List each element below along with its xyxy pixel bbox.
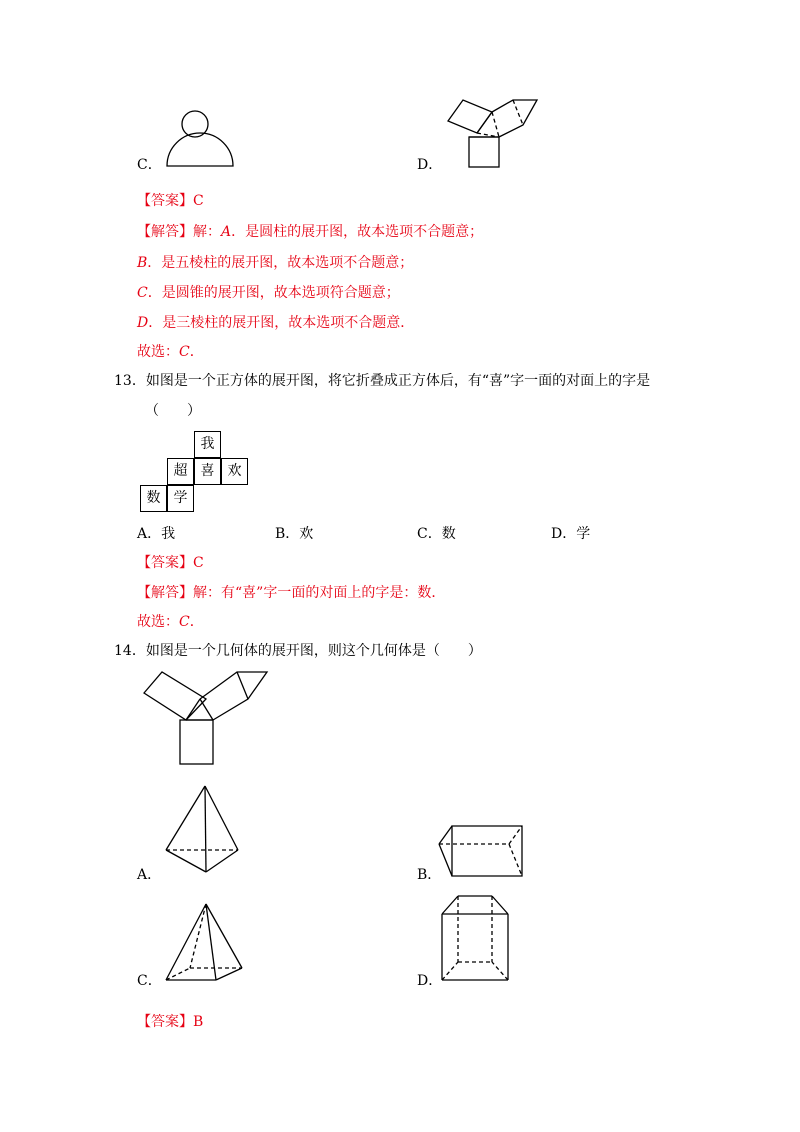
q13-answer: 【答案】C — [137, 555, 204, 571]
q12-explain-line-2: B．是五棱柱的展开图，故本选项不合题意； — [137, 255, 414, 271]
q13-stem: 13．如图是一个正方体的展开图，将它折叠成正方体后，有“喜”字一面的对面上的字是 — [114, 373, 651, 389]
q14-answer: 【答案】B — [137, 1014, 204, 1030]
q12-answer: 【答案】C — [137, 193, 204, 209]
q14-figure-b-triangular-prism — [436, 820, 531, 880]
q13-net-cell: 数 — [140, 485, 167, 512]
q14-figure-a-triangular-pyramid — [160, 782, 245, 877]
q12-explain-line-1: 【解答】解：A．是圆柱的展开图，故本选项不合题意； — [137, 224, 484, 240]
q12-figure-c-cone-net — [165, 108, 240, 170]
q14-option-a-label: A． — [137, 867, 162, 883]
q13-explain: 【解答】解：有“喜”字一面的对面上的字是：数． — [137, 585, 446, 601]
q14-figure-c-square-pyramid — [160, 900, 250, 985]
q13-choose: 故选：C． — [137, 614, 204, 630]
q14-option-d-label: D． — [417, 973, 443, 989]
q13-option-d: D．学 — [551, 526, 591, 542]
q13-option-a: A．我 — [137, 526, 176, 542]
q13-net-cell: 超 — [167, 458, 194, 485]
q13-paren: （ ） — [145, 403, 201, 419]
q13-net-cell: 我 — [194, 431, 221, 458]
q14-figure-d-frustum — [436, 892, 516, 987]
q13-option-c: C．数 — [417, 526, 456, 542]
q12-option-c-label: C． — [137, 157, 162, 173]
q12-choose: 故选：C． — [137, 344, 204, 360]
q12-option-d-label: D． — [417, 157, 443, 173]
q13-net-cell: 欢 — [221, 458, 248, 485]
q12-explain-line-4: D．是三棱柱的展开图，故本选项不合题意． — [137, 315, 415, 331]
q13-net-cell: 学 — [167, 485, 194, 512]
q14-net-figure — [140, 668, 270, 768]
q12-explain-line-3: C．是圆锥的展开图，故本选项符合题意； — [137, 285, 400, 301]
q14-option-c-label: C． — [137, 973, 162, 989]
q13-option-b: B．欢 — [275, 526, 314, 542]
q12-figure-d-prism-net — [440, 92, 545, 172]
q13-net-cell: 喜 — [194, 458, 221, 485]
q14-option-b-label: B． — [417, 867, 442, 883]
q14-stem: 14．如图是一个几何体的展开图，则这个几何体是（ ） — [114, 643, 482, 659]
